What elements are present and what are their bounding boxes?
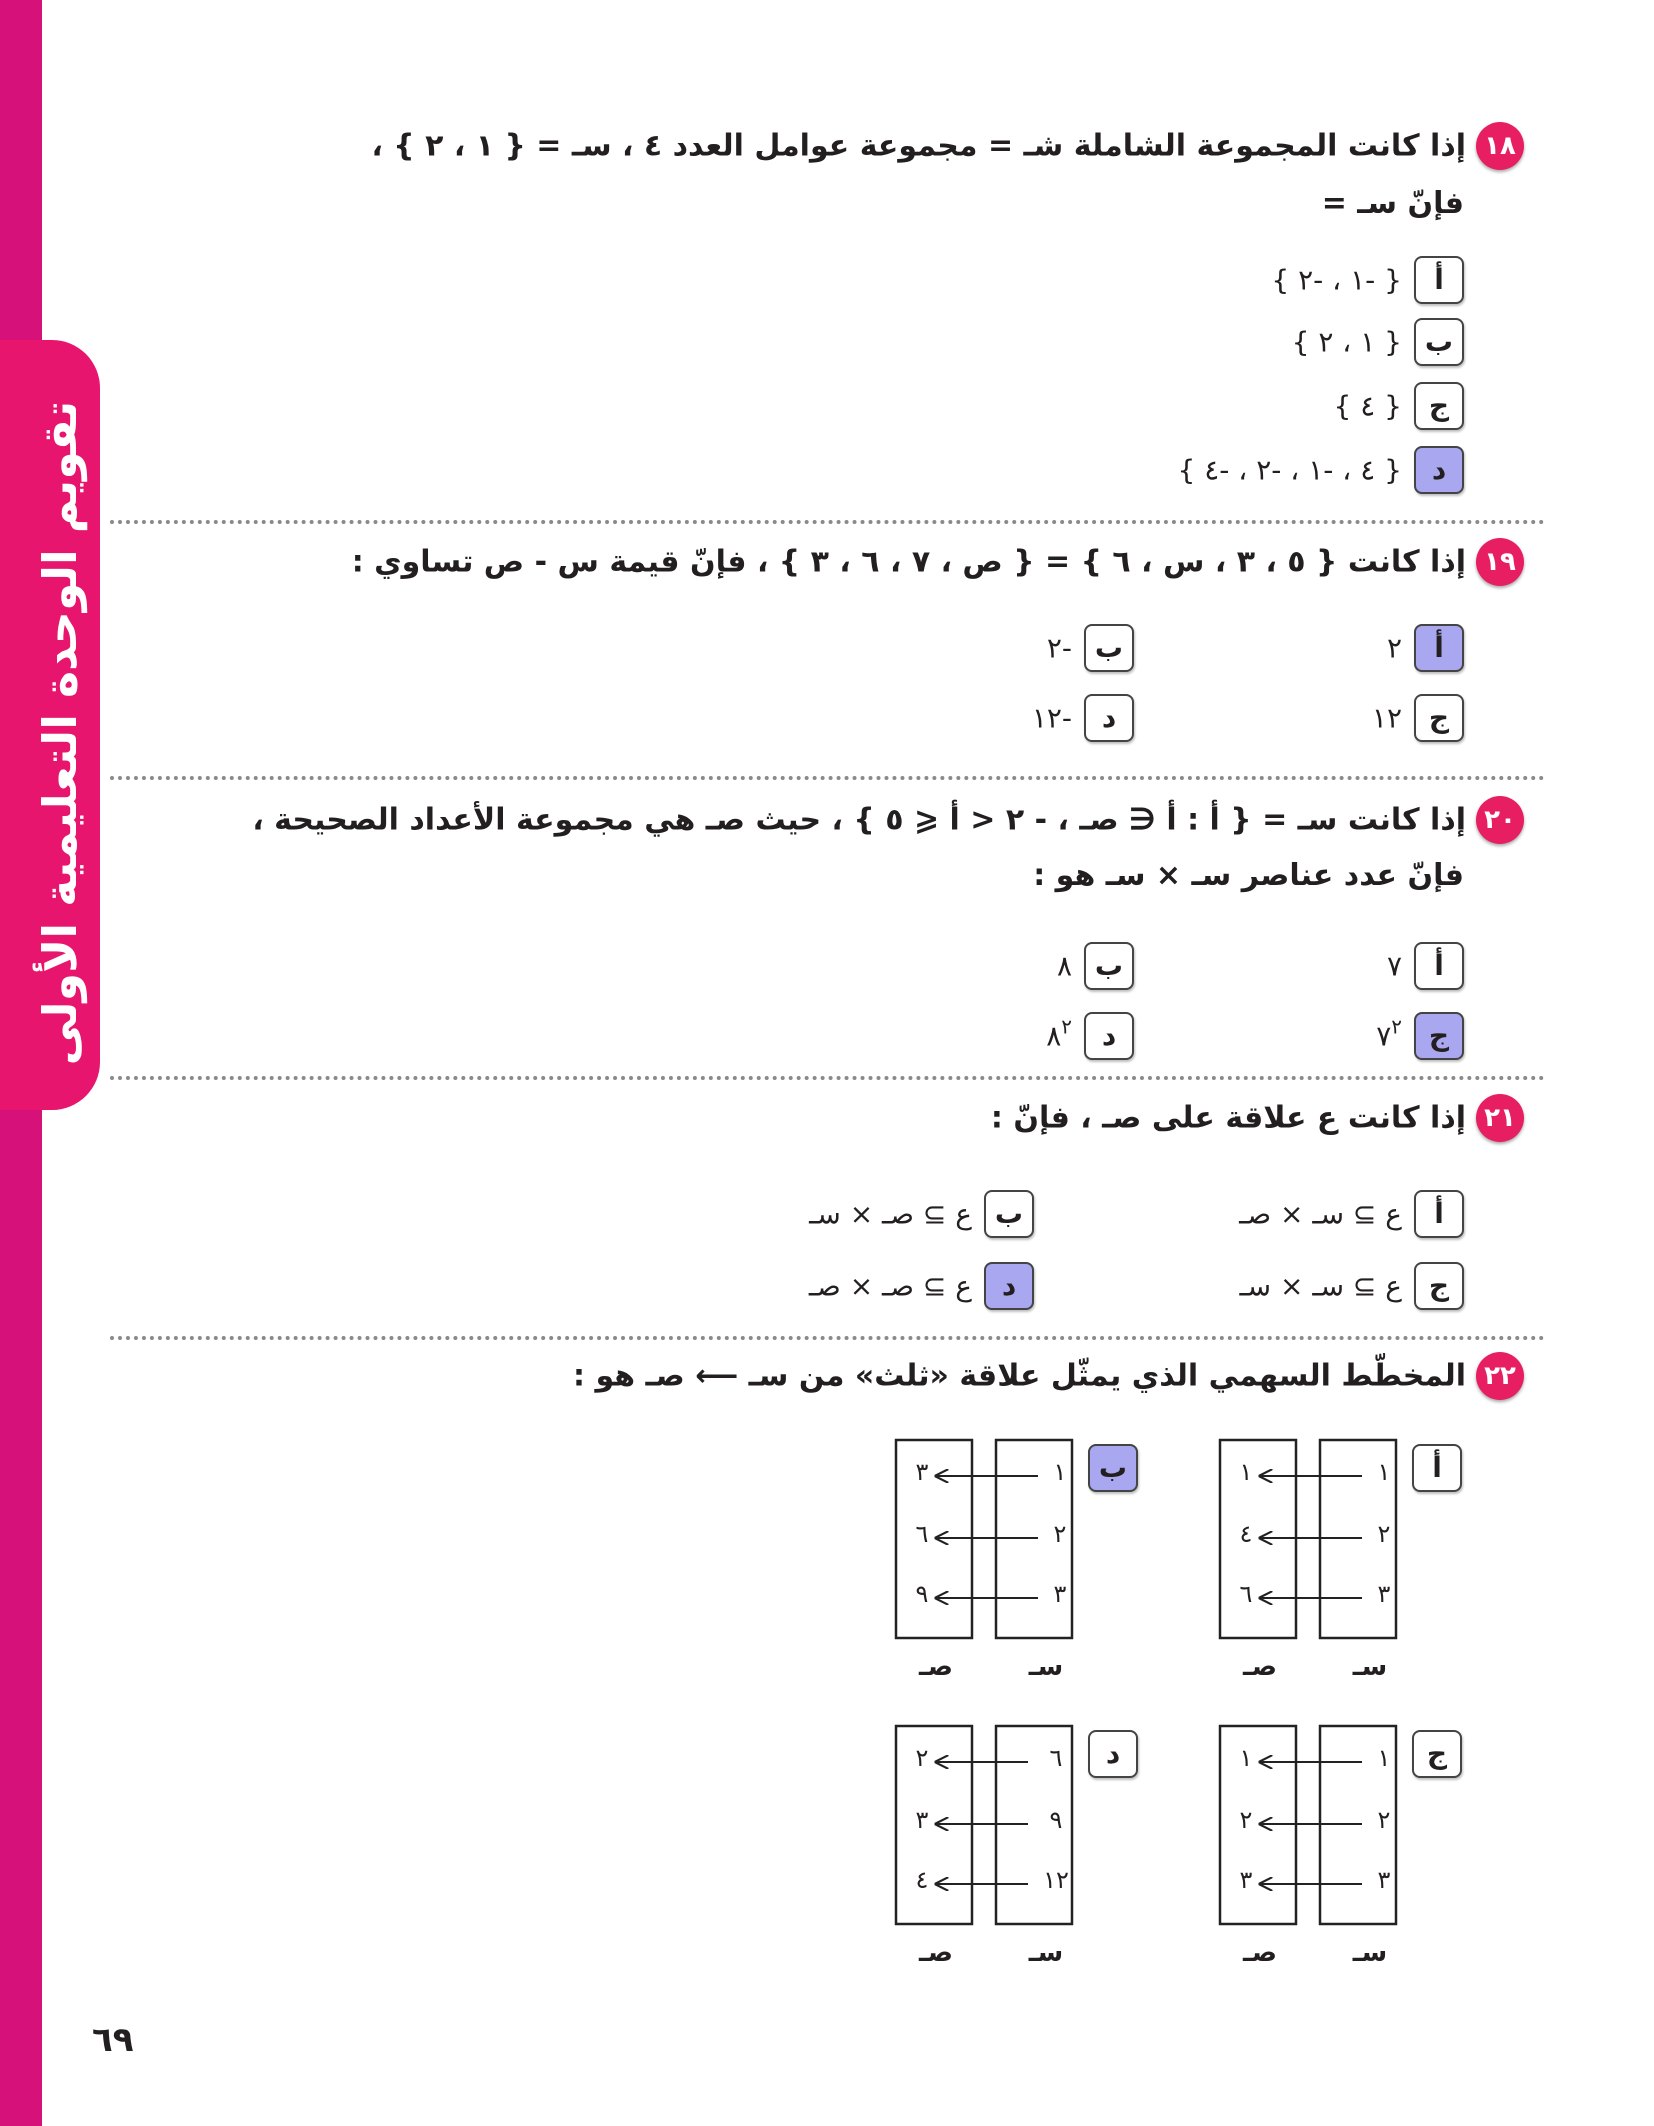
separator (110, 520, 1545, 524)
option-label: أ (1414, 942, 1464, 990)
question-number: ٢١ (1476, 1094, 1524, 1142)
from-element: ٩ (1049, 1806, 1063, 1834)
to-element: ٤ (915, 1866, 929, 1894)
question-20-line2: فإنّ عدد عناصر سـ × سـ هو : (1033, 858, 1464, 893)
option-value: ٧ (1386, 949, 1402, 983)
option-value: { ١ ، ٢ } (1291, 325, 1402, 359)
option-label: ج (1414, 694, 1464, 742)
option-value: { -١ ، -٢ } (1271, 263, 1402, 297)
question-18-line2: فإنّ سـ = (1321, 186, 1464, 221)
q20-option-b[interactable] (1057, 942, 1134, 990)
q18-option-d[interactable] (1178, 446, 1464, 494)
q22-option-b-label[interactable]: ب (1088, 1444, 1138, 1492)
to-element: ١ (1239, 1744, 1253, 1772)
option-value: ع ⊇ صـ × سـ (809, 1197, 972, 1231)
separator (110, 1336, 1545, 1340)
q21-option-d[interactable] (809, 1262, 1034, 1310)
from-element: ٢ (1053, 1520, 1067, 1548)
question-21 (991, 1094, 1524, 1142)
set-to-name: صـ (918, 1938, 953, 1968)
option-label: ج (1414, 1262, 1464, 1310)
from-element: ٦ (1049, 1744, 1063, 1772)
from-element: ٣ (1053, 1580, 1067, 1608)
to-element: ٩ (915, 1580, 929, 1608)
q22-option-c-label[interactable]: ج (1412, 1730, 1462, 1778)
q18-option-c[interactable] (1334, 382, 1464, 430)
q21-option-a[interactable] (1239, 1190, 1464, 1238)
q18-option-a[interactable] (1271, 256, 1464, 304)
question-number: ٢٢ (1476, 1352, 1524, 1400)
option-value: ١٢ (1371, 701, 1402, 735)
q22-diagram-c (1210, 1724, 1470, 1944)
option-value: ع ⊇ سـ × سـ (1239, 1269, 1402, 1303)
to-element: ٣ (915, 1458, 929, 1486)
from-element: ٣ (1377, 1580, 1391, 1608)
option-label: ب (1084, 942, 1134, 990)
option-value: ٨ (1046, 1019, 1062, 1053)
to-element: ٢ (1239, 1806, 1253, 1834)
question-number: ١٨ (1476, 122, 1524, 170)
to-element: ٣ (915, 1806, 929, 1834)
question-text: إذا كانت المجموعة الشاملة شـ = مجموعة عوامل العدد ٤ ، سـ = { ١ ، ٢ } ، (371, 128, 1466, 164)
question-text: المخطّط السهمي الذي يمثّل علاقة «ثلث» من سـ ⟵ صـ هو : (573, 1358, 1466, 1394)
question-number: ١٩ (1476, 538, 1524, 586)
from-element: ٣ (1377, 1866, 1391, 1894)
q19-option-b[interactable] (1047, 624, 1134, 672)
set-to-name: صـ (1242, 1938, 1277, 1968)
option-value: -٢ (1046, 631, 1072, 665)
from-element: ١ (1053, 1458, 1067, 1486)
option-label-selected: د (984, 1262, 1034, 1310)
to-element: ٦ (1239, 1580, 1253, 1608)
q19-option-c[interactable] (1372, 694, 1464, 742)
q19-option-d[interactable] (1032, 694, 1134, 742)
option-value: { ٤ ، -١ ، -٢ ، -٤ } (1177, 453, 1402, 487)
to-element: ٣ (1239, 1866, 1253, 1894)
option-label-selected: د (1414, 446, 1464, 494)
to-element: ٢ (915, 1744, 929, 1772)
q22-option-a-label[interactable]: أ (1412, 1444, 1462, 1492)
option-label-selected: ج (1414, 1012, 1464, 1060)
option-power: ٢ (1391, 1014, 1402, 1039)
option-label: ب (984, 1190, 1034, 1238)
option-value: ع ⊇ صـ × صـ (808, 1269, 972, 1303)
option-value: ٢ (1386, 631, 1402, 665)
page-number: ٦٩ (92, 2020, 134, 2060)
option-value: { ٤ } (1333, 389, 1402, 423)
to-element: ١ (1239, 1458, 1253, 1486)
question-text: إذا كانت سـ = { أ : أ ∈ صـ ، - ٢ < أ ⩽ ٥ } ، حيث صـ هي مجموعة الأعداد الصحيحة ، (252, 802, 1466, 838)
question-number: ٢٠ (1476, 796, 1524, 844)
q22-diagram-b (886, 1438, 1146, 1658)
option-label: أ (1414, 1190, 1464, 1238)
option-label: ب (1084, 624, 1134, 672)
question-18 (371, 122, 1524, 170)
question-text: إذا كانت { ٥ ، ٣ ، س ، ٦ } = { ص ، ٧ ، ٦ ، ٣ } ، فإنّ قيمة س - ص تساوي : (351, 544, 1466, 580)
question-22 (573, 1352, 1524, 1400)
separator (110, 1076, 1545, 1080)
set-from-name: سـ (1028, 1938, 1064, 1968)
from-element: ٢ (1377, 1806, 1391, 1834)
q18-option-b[interactable] (1292, 318, 1464, 366)
from-element: ٢ (1377, 1520, 1391, 1548)
set-to-name: صـ (1242, 1652, 1277, 1682)
q22-diagram-a (1210, 1438, 1470, 1658)
option-power: ٢ (1061, 1014, 1072, 1039)
option-label: د (1084, 694, 1134, 742)
option-label: أ (1414, 256, 1464, 304)
separator (110, 776, 1545, 780)
q20-option-c[interactable] (1376, 1012, 1464, 1060)
set-from-name: سـ (1352, 1938, 1388, 1968)
to-element: ٦ (915, 1520, 929, 1548)
from-element: ١ (1377, 1744, 1391, 1772)
set-from-name: سـ (1352, 1652, 1388, 1682)
option-label: ج (1414, 382, 1464, 430)
option-value: ٨ (1056, 949, 1072, 983)
option-label: ب (1414, 318, 1464, 366)
to-element: ٤ (1239, 1520, 1253, 1548)
from-element: ١ (1377, 1458, 1391, 1486)
option-value: ع ⊇ سـ × صـ (1239, 1197, 1402, 1231)
q20-option-d[interactable] (1046, 1012, 1134, 1060)
option-label: د (1084, 1012, 1134, 1060)
unit-title: تقويم الوحدة التعليمية الأولى (33, 400, 87, 1066)
q22-option-d-label[interactable]: د (1088, 1730, 1138, 1778)
set-to-name: صـ (918, 1652, 953, 1682)
q22-diagram-d (886, 1724, 1146, 1944)
q19-option-a[interactable] (1387, 624, 1464, 672)
set-from-name: سـ (1028, 1652, 1064, 1682)
q21-option-b[interactable] (809, 1190, 1034, 1238)
q21-option-c[interactable] (1239, 1262, 1464, 1310)
q20-option-a[interactable] (1387, 942, 1464, 990)
option-value: ٧ (1376, 1019, 1392, 1053)
from-element: ١٢ (1043, 1866, 1069, 1894)
question-20 (252, 796, 1524, 844)
option-label-selected: أ (1414, 624, 1464, 672)
question-text: إذا كانت ع علاقة على صـ ، فإنّ : (990, 1100, 1466, 1136)
option-value: -١٢ (1031, 701, 1072, 735)
question-19 (352, 538, 1524, 586)
